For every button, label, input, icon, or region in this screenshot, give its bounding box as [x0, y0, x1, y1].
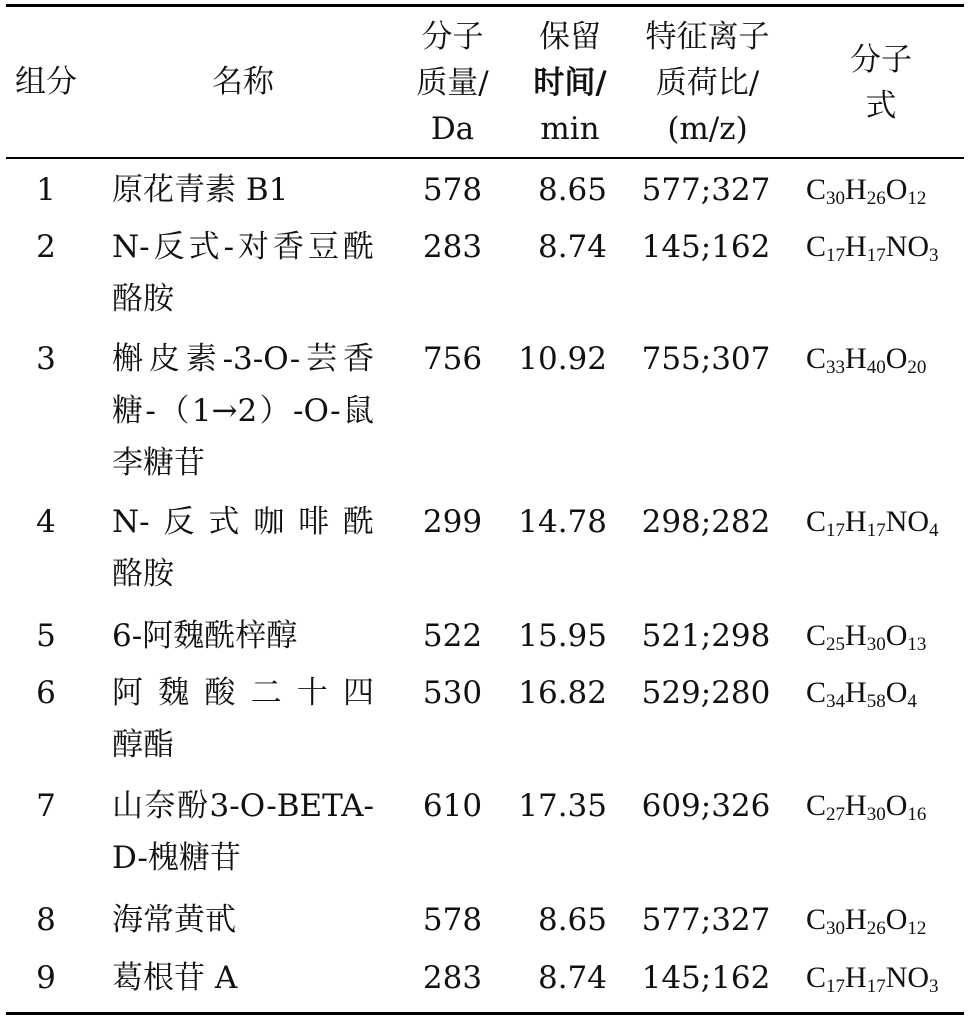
- row-compound-name: [112, 164, 374, 216]
- formula-subscript: 4: [907, 691, 917, 712]
- row-component-id: 1: [36, 172, 56, 208]
- formula-element: C: [806, 230, 827, 263]
- row-compound-name: [112, 667, 374, 771]
- name-line: 山奈酚3-O-BETA-: [112, 788, 374, 824]
- row-component-id: 8: [36, 902, 56, 938]
- formula-element: H: [845, 173, 867, 206]
- row-compound-name: [112, 780, 374, 884]
- row-retention-time: 10.92: [518, 341, 607, 377]
- header-rule: [6, 157, 964, 159]
- header-mw-line3: Da: [430, 111, 475, 147]
- name-line: 葛根苷 A: [112, 960, 238, 996]
- row-mz: 145;162: [641, 960, 771, 996]
- row-molecular-weight: 578: [422, 172, 483, 208]
- row-molecular-weight: 522: [422, 618, 483, 654]
- formula-subscript: 12: [907, 918, 927, 939]
- row-formula: [806, 610, 966, 662]
- formula-element: O: [885, 619, 908, 652]
- row-retention-time: 14.78: [518, 504, 607, 540]
- name-line: 醇酯: [112, 727, 174, 763]
- row-formula: [806, 780, 966, 832]
- formula-subscript: 30: [826, 918, 846, 939]
- formula-element: O: [885, 789, 908, 822]
- formula-subscript: 17: [826, 245, 846, 266]
- formula-subscript: 20: [907, 357, 927, 378]
- row-retention-time: 17.35: [518, 788, 607, 824]
- formula-element: O: [885, 173, 908, 206]
- name-line: 李糖苷: [112, 445, 205, 481]
- formula-subscript: 26: [866, 918, 886, 939]
- formula-element: O: [885, 342, 908, 375]
- row-retention-time: 8.65: [537, 172, 607, 208]
- formula-element: H: [845, 903, 867, 936]
- formula-subscript: 17: [866, 520, 886, 541]
- formula-element: H: [845, 230, 867, 263]
- formula-subscript: 27: [826, 804, 846, 825]
- row-molecular-weight: 299: [422, 504, 483, 540]
- row-retention-time: 8.65: [537, 902, 607, 938]
- bottom-rule: [6, 1012, 964, 1015]
- name-line: 酪胺: [112, 556, 174, 592]
- row-retention-time: 8.74: [537, 960, 607, 996]
- row-retention-time: 8.74: [537, 229, 607, 265]
- row-molecular-weight: 283: [422, 229, 483, 265]
- formula-subscript: 13: [907, 634, 927, 655]
- formula-element: NO: [885, 961, 930, 994]
- top-rule: [6, 4, 964, 7]
- header-mz-line3: (m/z): [667, 111, 748, 147]
- formula-element: C: [806, 961, 827, 994]
- formula-element: H: [845, 676, 867, 709]
- formula-subscript: 58: [866, 691, 886, 712]
- header-mz-line1: 特征离子: [645, 19, 770, 55]
- formula-subscript: 17: [866, 245, 886, 266]
- formula-subscript: 16: [907, 804, 927, 825]
- row-molecular-weight: 530: [422, 675, 483, 711]
- header-component: 组分: [15, 64, 77, 100]
- name-line: 阿魏酸二十四: [112, 675, 374, 711]
- name-line: N-反式咖啡酰: [112, 504, 374, 540]
- name-line: 海常黄甙: [112, 902, 236, 938]
- row-formula: [806, 164, 966, 216]
- formula-element: C: [806, 505, 827, 538]
- row-compound-name: [112, 221, 374, 325]
- row-component-id: 2: [36, 229, 56, 265]
- formula-element: C: [806, 173, 827, 206]
- row-compound-name: [112, 333, 374, 489]
- formula-subscript: 17: [826, 520, 846, 541]
- row-compound-name: [112, 894, 374, 946]
- header-rt-line2: 时间/: [533, 65, 607, 101]
- row-retention-time: 16.82: [518, 675, 607, 711]
- formula-subscript: 30: [866, 634, 886, 655]
- formula-element: C: [806, 619, 827, 652]
- formula-subscript: 30: [826, 188, 846, 209]
- header-formula-line1: 分子: [850, 42, 912, 78]
- formula-subscript: 26: [866, 188, 886, 209]
- row-molecular-weight: 610: [422, 788, 483, 824]
- formula-element: C: [806, 676, 827, 709]
- row-mz: 145;162: [641, 229, 771, 265]
- formula-element: H: [845, 619, 867, 652]
- formula-subscript: 3: [929, 245, 939, 266]
- row-mz: 521;298: [641, 618, 771, 654]
- name-line: 酪胺: [112, 281, 174, 317]
- header-mz-line2: 质荷比/: [655, 65, 760, 101]
- row-molecular-weight: 283: [422, 960, 483, 996]
- row-mz: 577;327: [641, 902, 771, 938]
- header-rt-line3: min: [540, 111, 600, 147]
- name-line: 糖-（1→2）-O-鼠: [112, 393, 374, 429]
- row-mz: 298;282: [641, 504, 771, 540]
- row-retention-time: 15.95: [518, 618, 607, 654]
- header-formula-line2: 式: [865, 88, 897, 124]
- formula-subscript: 12: [907, 188, 927, 209]
- formula-element: H: [845, 505, 867, 538]
- row-formula: [806, 667, 966, 719]
- row-mz: 609;326: [641, 788, 771, 824]
- formula-element: O: [885, 903, 908, 936]
- row-mz: 577;327: [641, 172, 771, 208]
- formula-subscript: 34: [826, 691, 846, 712]
- name-line: N-反式-对香豆酰: [112, 229, 374, 265]
- header-rt-line1: 保留: [539, 19, 601, 55]
- formula-element: H: [845, 342, 867, 375]
- header-mw-line1: 分子: [421, 19, 484, 55]
- formula-element: C: [806, 903, 827, 936]
- name-line: D-槐糖苷: [112, 840, 241, 876]
- formula-element: C: [806, 342, 827, 375]
- formula-element: NO: [885, 505, 930, 538]
- row-compound-name: [112, 610, 374, 662]
- row-compound-name: [112, 496, 374, 600]
- row-component-id: 9: [36, 960, 56, 996]
- row-component-id: 7: [36, 788, 56, 824]
- formula-subscript: 17: [826, 976, 846, 997]
- header-name: 名称: [212, 64, 274, 100]
- row-molecular-weight: 578: [422, 902, 483, 938]
- formula-subscript: 4: [929, 520, 939, 541]
- formula-element: O: [885, 676, 908, 709]
- name-line: 6-阿魏酰梓醇: [112, 618, 298, 654]
- row-component-id: 6: [36, 675, 56, 711]
- formula-element: H: [845, 789, 867, 822]
- row-formula: [806, 496, 966, 548]
- formula-subscript: 17: [866, 976, 886, 997]
- row-formula: [806, 333, 966, 385]
- name-line: 槲皮素-3-O-芸香: [112, 341, 374, 377]
- row-formula: [806, 894, 966, 946]
- formula-element: C: [806, 789, 827, 822]
- formula-element: H: [845, 961, 867, 994]
- row-formula: [806, 952, 966, 1004]
- row-component-id: 5: [36, 618, 56, 654]
- row-mz: 529;280: [641, 675, 771, 711]
- formula-subscript: 33: [826, 357, 846, 378]
- formula-subscript: 25: [826, 634, 846, 655]
- row-formula: [806, 221, 966, 273]
- row-molecular-weight: 756: [422, 341, 483, 377]
- row-component-id: 4: [36, 504, 56, 540]
- formula-element: NO: [885, 230, 930, 263]
- row-mz: 755;307: [641, 341, 771, 377]
- row-component-id: 3: [36, 341, 56, 377]
- header-mw-line2: 质量/: [416, 65, 489, 101]
- formula-subscript: 3: [929, 976, 939, 997]
- formula-subscript: 30: [866, 804, 886, 825]
- name-line: 原花青素 B1: [112, 172, 289, 208]
- formula-subscript: 40: [866, 357, 886, 378]
- row-compound-name: [112, 952, 374, 1004]
